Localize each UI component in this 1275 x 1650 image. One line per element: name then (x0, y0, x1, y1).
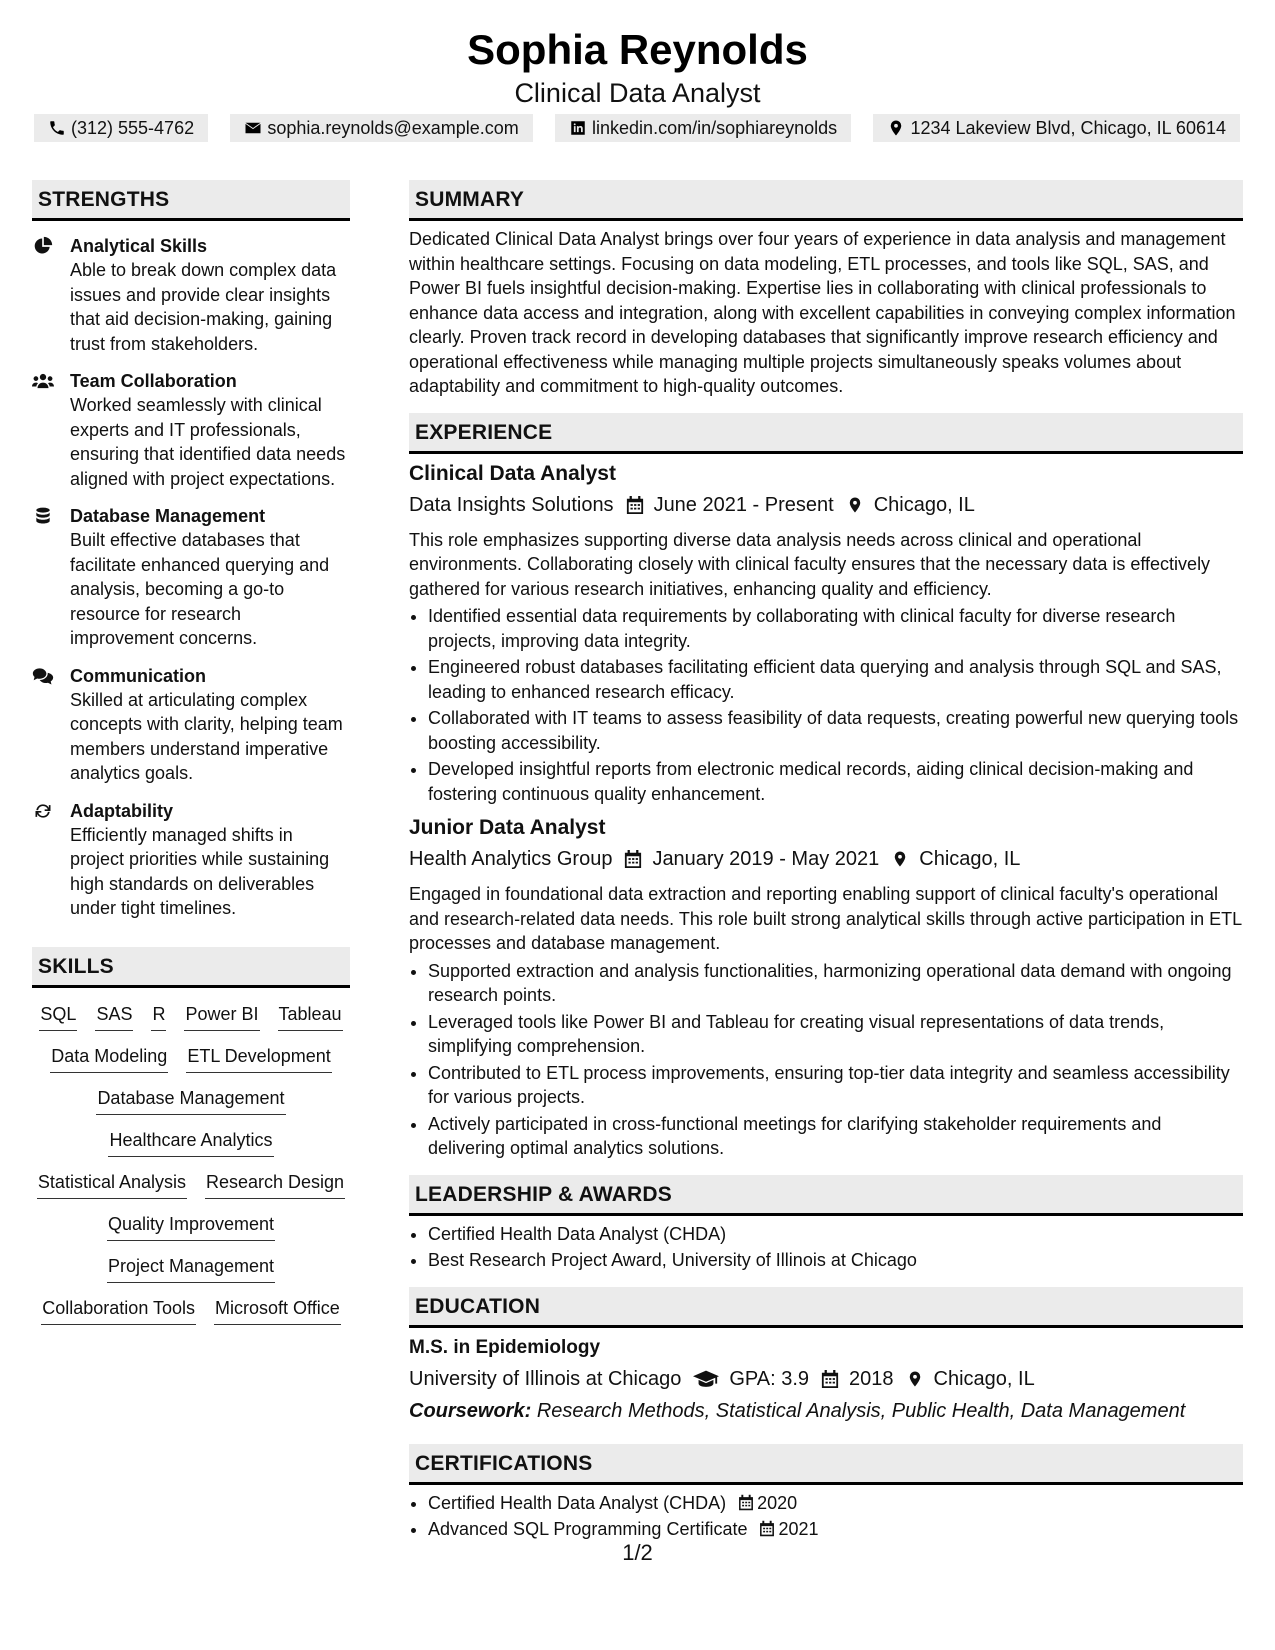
skills-list (32, 1002, 350, 1325)
map-pin-icon (846, 495, 864, 515)
skill-tag: Collaboration Tools (41, 1296, 196, 1325)
skill-tag: Project Management (107, 1254, 275, 1283)
skill-tag: SQL (39, 1002, 77, 1031)
coursework-label: Coursework: (409, 1399, 532, 1422)
job-description: Engaged in foundational data extraction and reporting enabling support of clinical faculty's operational and research-related data needs. This role built strong analytical skills through active participation in ETL processes and database management. (409, 884, 1242, 953)
map-pin-icon (887, 119, 905, 137)
strength-desc: Able to break down complex data issues and provide clear insights that aid decision-making, gaining trust from stakeholders. (70, 260, 337, 354)
education-location: Chicago, IL (933, 1367, 1035, 1390)
skill-tag: Power BI (184, 1002, 259, 1031)
job-bullet: • Developed insightful reports from electronic medical records, aiding clinical decision-making and fostering continuous quality enhancement. (428, 757, 1243, 806)
linkedin-icon (569, 119, 587, 137)
strength-title: Communication (70, 665, 207, 686)
education-year: 2018 (849, 1367, 894, 1390)
job-company: Health Analytics Group (409, 848, 613, 870)
skill-tag: Research Design (205, 1170, 345, 1199)
job-bullets (409, 959, 1243, 1161)
comments-icon (32, 666, 54, 686)
job-bullet: • Contributed to ETL process improvements, ensuring top-tier data integrity and seamless accessibility for various projects. (428, 1061, 1243, 1110)
job-title: Clinical Data Analyst (409, 461, 616, 485)
certification-item (428, 1517, 1243, 1542)
experience-heading: EXPERIENCE (409, 413, 1243, 454)
skill-tag: ETL Development (186, 1044, 331, 1073)
contact-address-text: 1234 Lakeview Blvd, Chicago, IL 60614 (910, 118, 1226, 138)
leadership-item: • Best Research Project Award, University of Illinois at Chicago (428, 1248, 1243, 1273)
job-bullet: • Identified essential data requirements by collaborating with clinical faculty for diverse research projects, improving data integrity. (428, 604, 1243, 653)
skill-tag: Statistical Analysis (37, 1170, 187, 1199)
database-icon (32, 506, 54, 526)
strength-title: Adaptability (70, 800, 174, 821)
strength-desc: Efficiently managed shifts in project priorities while sustaining high standards on deliverables under tight timelines. (70, 824, 330, 918)
strength-item (32, 664, 350, 786)
contact-linkedin-text: linkedin.com/in/sophiareynolds (592, 118, 838, 138)
strength-title: Database Management (70, 506, 266, 526)
envelope-icon (244, 119, 262, 137)
strength-item (32, 799, 350, 921)
skill-tag: R (151, 1002, 166, 1031)
job-entry (409, 460, 1243, 807)
skill-tag: SAS (95, 1002, 133, 1031)
education-degree: M.S. in Epidemiology (409, 1336, 601, 1358)
skill-tag: Quality Improvement (107, 1212, 275, 1241)
strength-item (32, 369, 350, 491)
certification-name: Certified Health Data Analyst (CHDA) (428, 1492, 727, 1513)
contact-email[interactable] (230, 114, 532, 142)
strengths-heading: STRENGTHS (32, 180, 350, 221)
candidate-title: Clinical Data Analyst (514, 78, 761, 108)
right-column (409, 180, 1243, 1544)
phone-icon (48, 119, 66, 137)
job-dates: June 2021 - Present (653, 493, 834, 516)
skill-tag: Database Management (96, 1086, 285, 1115)
leadership-heading: LEADERSHIP & AWARDS (409, 1175, 1243, 1216)
leadership-list (409, 1222, 1243, 1273)
calendar-icon (759, 1520, 775, 1537)
strength-desc: Worked seamlessly with clinical experts and IT professionals, ensuring that identified data needs aligned with project expectations. (70, 395, 346, 489)
certification-name: Advanced SQL Programming Certificate (428, 1519, 748, 1539)
contact-email-text: sophia.reynolds@example.com (267, 118, 519, 138)
pie-chart-icon (32, 236, 54, 256)
job-title: Junior Data Analyst (409, 816, 606, 839)
certifications-heading: CERTIFICATIONS (409, 1444, 1243, 1485)
map-pin-icon (891, 849, 909, 869)
calendar-icon (821, 1369, 839, 1389)
strength-title: Team Collaboration (70, 371, 237, 391)
graduation-cap-icon (693, 1369, 719, 1389)
certification-year: 2021 (778, 1519, 819, 1539)
skill-tag: Healthcare Analytics (108, 1128, 273, 1157)
leadership-item: • Certified Health Data Analyst (CHDA) (428, 1222, 1243, 1247)
calendar-icon (624, 849, 642, 869)
education-school: University of Illinois at Chicago (409, 1367, 682, 1390)
calendar-icon (626, 495, 644, 515)
strength-desc: Skilled at articulating complex concepts with clarity, helping team members understand imperative analytics goals. (70, 689, 343, 783)
job-entry (409, 814, 1243, 1161)
certification-year: 2020 (757, 1492, 798, 1513)
job-bullet: • Actively participated in cross-functional meetings for clarifying stakeholder requirements and delivering optimal analytics solutions. (428, 1112, 1243, 1161)
job-meta (409, 490, 1243, 520)
contact-phone[interactable] (34, 114, 208, 142)
sync-icon (32, 801, 54, 821)
candidate-name: Sophia Reynolds (467, 26, 808, 73)
page-number: 1/2 (622, 1540, 653, 1565)
skill-tag: Tableau (278, 1002, 343, 1031)
job-bullet: • Leveraged tools like Power BI and Tableau for creating visual representations of data trends, simplifying comprehension. (428, 1010, 1243, 1059)
strength-desc: Built effective databases that facilitate enhanced querying and analysis, becoming a go-to resource for research improvement concerns. (70, 530, 330, 648)
summary-text: Dedicated Clinical Data Analyst brings over four years of experience in data analysis and management within healthcare settings. Focusing on data modeling, ETL processes, and tools like SQL, SAS, and Power BI fuels insightful decision-making. Expertise lies in collaborating with clinical professionals to enhance data access and integration, along with excellent capabilities in conveying complex information clearly. Proven track record in developing databases that significantly improve research efficiency and operational effectiveness while managing multiple projects simultaneously speaks volumes about adaptability and commitment to high-quality outcomes. (409, 229, 1236, 396)
certifications-list (409, 1491, 1243, 1542)
job-bullet: • Collaborated with IT teams to assess feasibility of data requests, creating powerful new querying tools boosting accessibility. (428, 706, 1243, 755)
education-gpa: GPA: 3.9 (729, 1367, 810, 1390)
job-bullet: • Engineered robust databases facilitating efficient data querying and analysis through SQL and SAS, leading to enhanced research efficacy. (428, 655, 1243, 704)
job-company: Data Insights Solutions (409, 493, 614, 516)
resume-header (0, 24, 1275, 110)
map-pin-icon (906, 1369, 924, 1389)
skill-tag: Data Modeling (50, 1044, 168, 1073)
contact-bar (34, 114, 1240, 142)
job-bullet: • Supported extraction and analysis functionalities, harmonizing operational data demand with ongoing research points. (428, 959, 1243, 1008)
education-coursework (409, 1396, 1243, 1426)
job-meta (409, 844, 1243, 874)
job-dates: January 2019 - May 2021 (652, 848, 880, 870)
education-meta (409, 1364, 1243, 1394)
job-location: Chicago, IL (873, 493, 975, 516)
strength-item (32, 504, 350, 651)
contact-phone-text: (312) 555-4762 (71, 118, 195, 138)
coursework-list: Research Methods, Statistical Analysis, Public Health, Data Management (536, 1399, 1186, 1422)
job-location: Chicago, IL (919, 848, 1021, 870)
contact-linkedin[interactable] (555, 114, 851, 142)
contact-address (873, 114, 1240, 142)
strength-title: Analytical Skills (70, 236, 208, 256)
education-heading: EDUCATION (409, 1287, 1243, 1328)
job-bullets (409, 604, 1243, 806)
left-column (32, 180, 350, 1325)
strength-item (32, 234, 350, 356)
calendar-icon (738, 1494, 754, 1511)
job-description: This role emphasizes supporting diverse data analysis needs across clinical and operational environments. Collaborating closely with clinical faculty ensures that the necessary data is effectively gathered for various research initiatives, enhancing quality and efficiency. (409, 529, 1211, 599)
skills-heading: SKILLS (32, 947, 350, 988)
skill-tag: Microsoft Office (214, 1296, 341, 1325)
summary-heading: SUMMARY (409, 180, 1243, 221)
users-icon (32, 371, 54, 391)
certification-item (428, 1491, 1243, 1516)
